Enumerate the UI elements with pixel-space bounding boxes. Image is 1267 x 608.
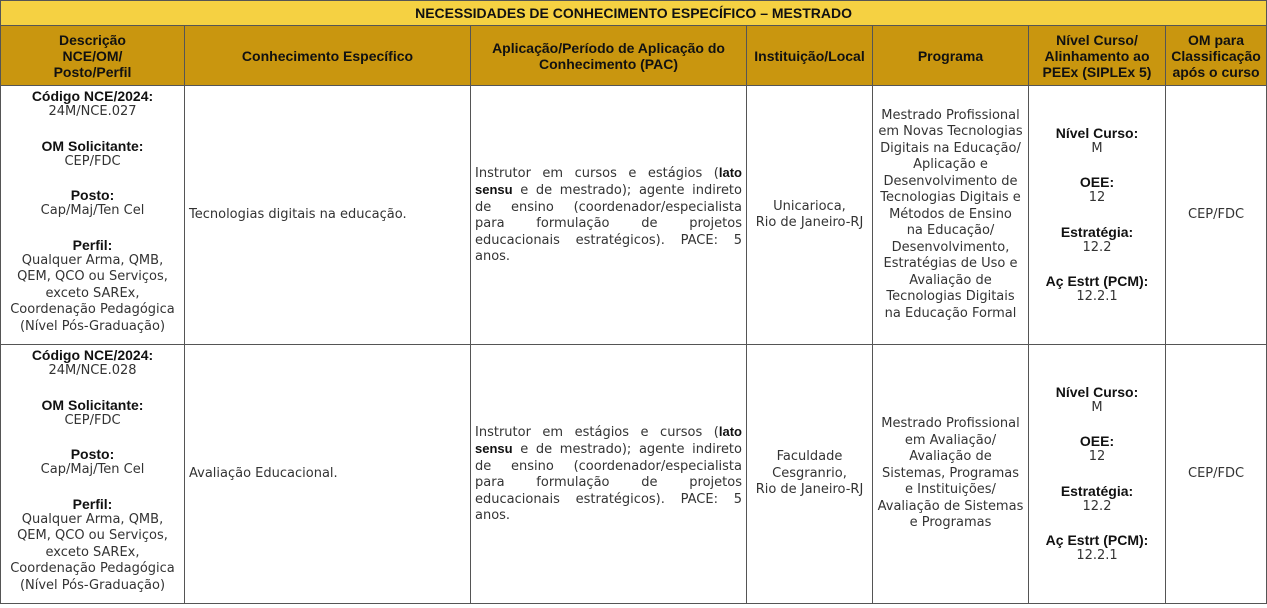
profile-line: QEM, QCO ou Serviços, (17, 528, 168, 543)
header-knowledge: Conhecimento Específico (185, 26, 471, 86)
description-cell: Código NCE/2024: 24M/NCE.028 OM Solicitante: CEP/FDC Posto: Cap/Maj/Ten Cel Perfil: Qualquer Arma, QMB, QEM, QCO ou Serviços, exceto SAREx, Coordenação Pedagógica (Nível Pós-Graduação) (1, 345, 185, 604)
strategy-value: 12.2 (1082, 239, 1112, 255)
header-description: Descrição NCE/OM/ Posto/Perfil (1, 26, 185, 86)
rank: Cap/Maj/Ten Cel (40, 203, 145, 218)
profile-line: Qualquer Arma, QMB, (21, 252, 164, 268)
action-value: 12.2.1 (1076, 289, 1118, 304)
profile-line: Coordenação Pedagógica (10, 561, 175, 576)
profile-line: (Nível Pós-Graduação) (19, 318, 166, 334)
header-pac: Aplicação/Período de Aplicação do Conhecimento (PAC) (471, 26, 747, 86)
course-level-value: M (1091, 399, 1103, 415)
profile-line: exceto SAREx, (45, 544, 140, 560)
profile-line: QEM, QCO ou Serviços, (17, 269, 168, 284)
institution-cell: Faculdade Cesgranrio, Rio de Janeiro-RJ (747, 345, 873, 604)
pac-cell: Instrutor em estágios e cursos (lato sensu e de mestrado); agente indireto de ensino (coordenador/especialista para formulação de projetos educacionais estratégicos). PACE: 5 anos. (471, 345, 747, 604)
institution-cell: Unicarioca, Rio de Janeiro-RJ (747, 86, 873, 345)
header-program: Programa (873, 26, 1029, 86)
header-course-level: Nível Curso/ Alinhamento ao PEEx (SIPLEx 5) (1029, 26, 1166, 86)
nce-code: 24M/NCE.028 (48, 363, 137, 378)
description-cell: Código NCE/2024: 24M/NCE.027 OM Solicitante: CEP/FDC Posto: Cap/Maj/Ten Cel Perfil: Qualquer Arma, QMB, QEM, QCO ou Serviços, exceto SAREx, Coordenação Pedagógica (Nível Pós-Graduação) (1, 86, 185, 345)
rank: Cap/Maj/Ten Cel (40, 462, 145, 477)
course-level-value: M (1091, 140, 1103, 156)
profile-line: (Nível Pós-Graduação) (19, 577, 166, 593)
om-after-cell: CEP/FDC (1166, 86, 1267, 345)
om-requesting: CEP/FDC (64, 412, 121, 428)
nce-code: 24M/NCE.027 (48, 104, 137, 119)
program-cell: Mestrado Profissional em Novas Tecnologias Digitais na Educação/ Aplicação e Desenvolvimento de Tecnologias Digitais e Métodos de Ensino na Educação/ Desenvolvimento, Estratégias de Uso e Avaliação de Tecnologias Digitais na Educação Formal (873, 86, 1029, 345)
pac-cell: Instrutor em cursos e estágios (lato sensu e de mestrado); agente indireto de ensino (coordenador/especialista para formulação de projetos educacionais estratégicos). PACE: 5 anos. (471, 86, 747, 345)
table-row (1, 345, 1267, 604)
knowledge-cell: Avaliação Educacional. (185, 345, 471, 604)
course-level-cell: Nível Curso: M OEE: 12 Estratégia: 12.2 Aç Estrt (PCM): 12.2.1 (1029, 86, 1166, 345)
table-row (1, 86, 1267, 345)
program-cell: Mestrado Profissional em Avaliação/ Avaliação de Sistemas, Programas e Instituições/ Avaliação de Sistemas e Programas (873, 345, 1029, 604)
knowledge-cell: Tecnologias digitais na educação. (185, 86, 471, 345)
oee-value: 12 (1088, 190, 1106, 205)
profile-line: Qualquer Arma, QMB, (21, 511, 164, 527)
strategy-value: 12.2 (1082, 498, 1112, 514)
action-value: 12.2.1 (1076, 548, 1118, 563)
table-title: NECESSIDADES DE CONHECIMENTO ESPECÍFICO – MESTRADO (1, 1, 1267, 26)
header-institution: Instituição/Local (747, 26, 873, 86)
oee-value: 12 (1088, 449, 1106, 464)
om-requesting: CEP/FDC (64, 153, 121, 169)
profile-line: Coordenação Pedagógica (10, 302, 175, 317)
course-level-cell: Nível Curso: M OEE: 12 Estratégia: 12.2 Aç Estrt (PCM): 12.2.1 (1029, 345, 1166, 604)
header-om-after: OM para Classificação após o curso (1166, 26, 1267, 86)
profile-line: exceto SAREx, (45, 285, 140, 301)
om-after-cell: CEP/FDC (1166, 345, 1267, 604)
